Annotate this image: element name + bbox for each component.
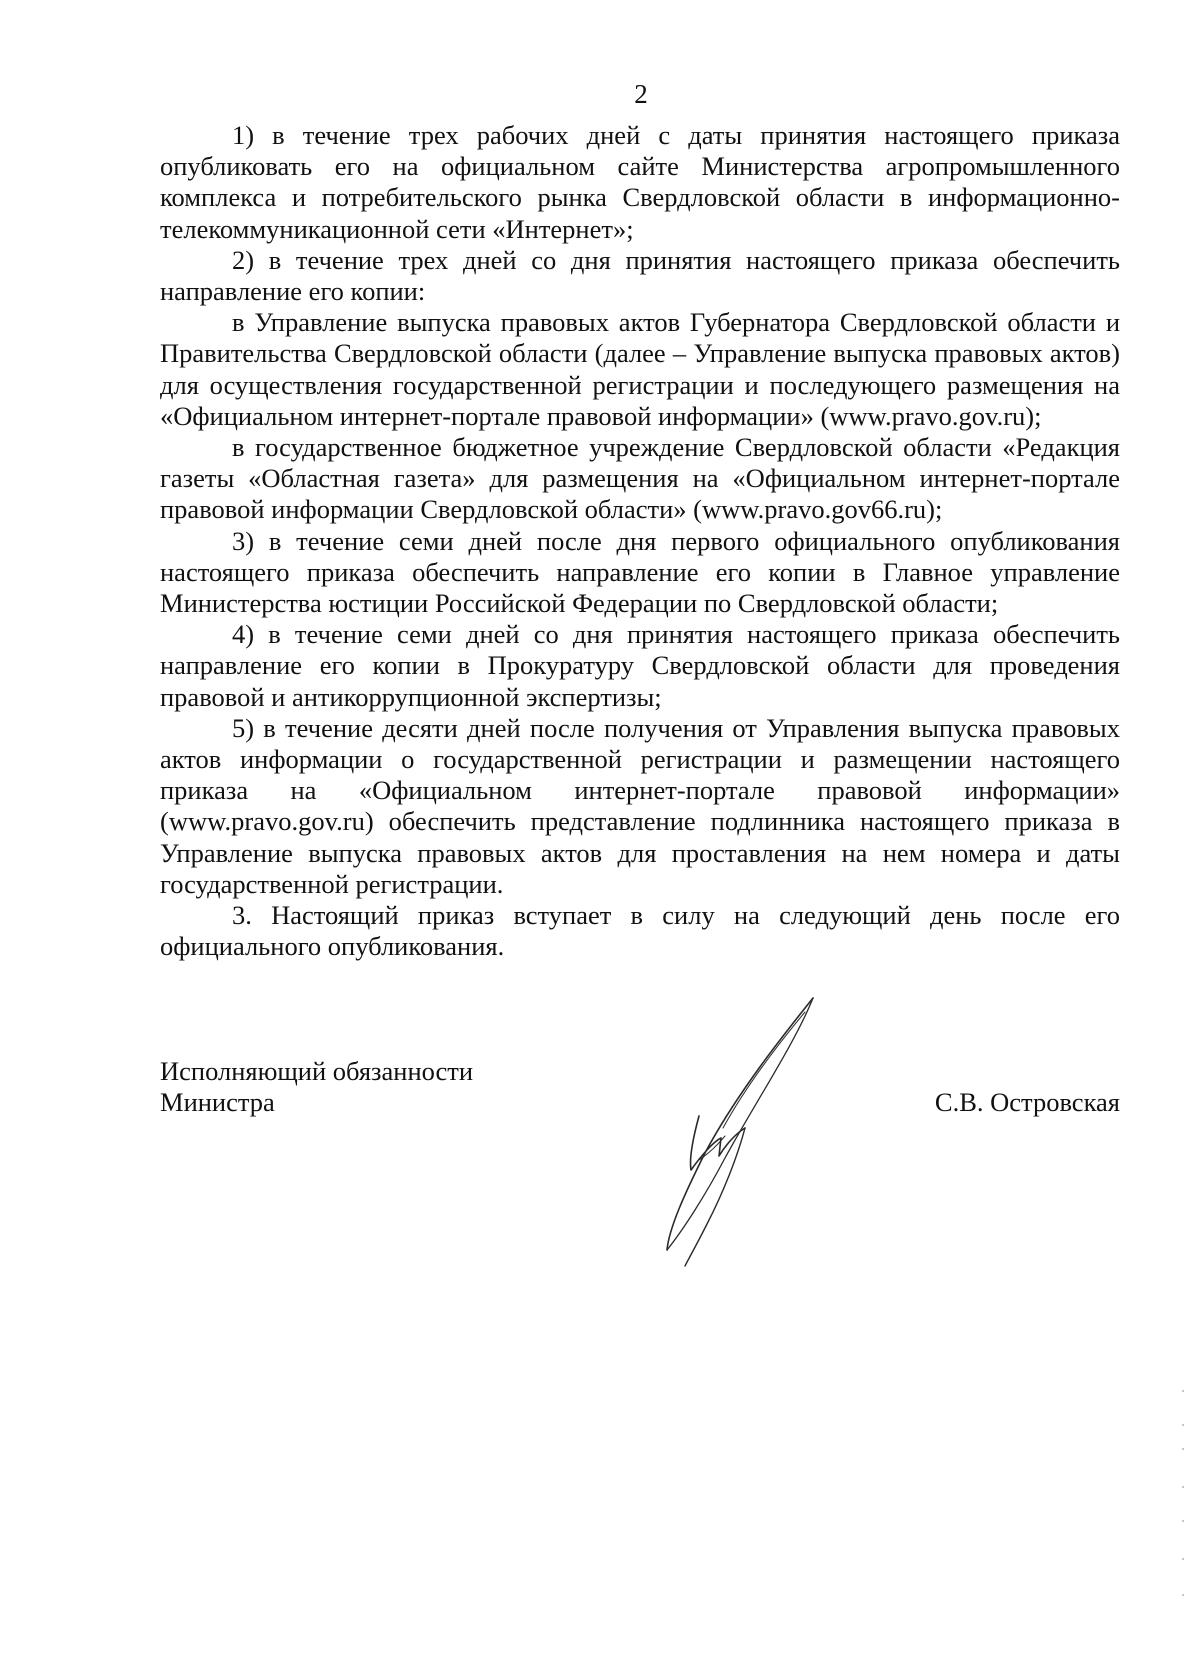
- paragraph-item-5: 5) в течение десяти дней после получения от Управления выпуска правовых актов информации о государственной регистрации и размещении настоящего приказа на «Официальном интернет-портале правовой информации» (www.pravo.gov.ru) обеспечить представление подлинника настоящего приказа в Управление выпуска правовых актов для проставления на нем номера и даты государственной регистрации.: [160, 712, 1120, 899]
- signatory-position-line-2: Министра: [160, 1087, 275, 1118]
- scan-artifact-dots: [1182, 1390, 1186, 1610]
- scan-speck: [1182, 1424, 1184, 1426]
- scan-speck: [1182, 1390, 1184, 1392]
- paragraph-section-3: 3. Настоящий приказ вступает в силу на следующий день после его официального опубликования.: [160, 900, 1120, 962]
- signatory-position-line-1: Исполняющий обязанности: [160, 1056, 474, 1086]
- scan-speck: [1182, 1594, 1184, 1596]
- paragraph-item-4: 4) в течение семи дней со дня принятия настоящего приказа обеспечить направление его копии в Прокуратуру Свердловской области для проведения правовой и антикоррупционной экспертизы;: [160, 619, 1120, 712]
- handwritten-signature: [645, 988, 875, 1268]
- paragraph-item-1: 1) в течение трех рабочих дней с даты принятия настоящего приказа опубликовать его на официальном сайте Министерства агропромышленного комплекса и потребительского рынка Свердловской области в информационно-телекоммуникационной сети «Интернет»;: [160, 120, 1120, 244]
- scan-speck: [1182, 1520, 1184, 1522]
- page-number: 2: [634, 79, 648, 109]
- paragraph-item-2: 2) в течение трех дней со дня принятия настоящего приказа обеспечить направление его копии:: [160, 244, 1120, 307]
- scan-speck: [1182, 1486, 1184, 1488]
- scan-speck: [1182, 1448, 1184, 1450]
- signatory-name: С.В. Островская: [934, 1087, 1120, 1117]
- paragraph-recipient-legal-acts-office: в Управление выпуска правовых актов Губернатора Свердловской области и Правительства Свердловской области (далее – Управление выпуска правовых актов) для осуществления государственной регистрации и последующего размещения на «Официальном интернет-портале правовой информации» (www.pravo.gov.ru);: [160, 307, 1120, 431]
- scan-speck: [1182, 1558, 1184, 1560]
- paragraph-recipient-newspaper: в государственное бюджетное учреждение Свердловской области «Редакция газеты «Областная газета» для размещения на «Официальном интернет-портале правовой информации Свердловской области» (www.pravo.gov66.ru);: [160, 432, 1120, 525]
- document-body: [160, 120, 1120, 962]
- paragraph-item-3: 3) в течение семи дней после дня первого официального опубликования настоящего приказа обеспечить направление его копии в Главное управление Министерства юстиции Российской Федерации по Свердловской области;: [160, 525, 1120, 619]
- signatory-position: [160, 1056, 473, 1118]
